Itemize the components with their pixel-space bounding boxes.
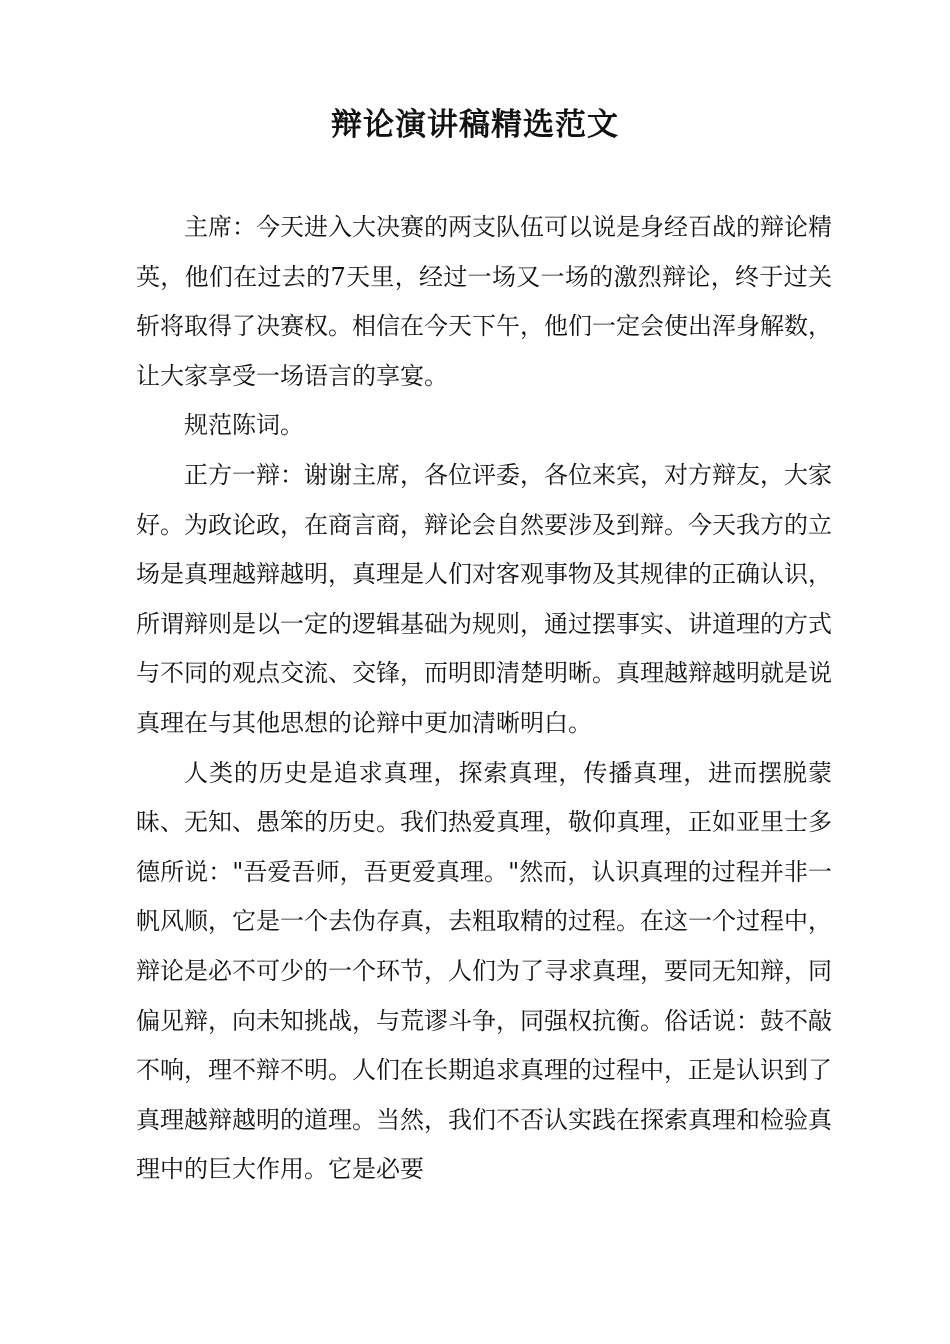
- paragraph-chair-intro: 主席：今天进入大决赛的两支队伍可以说是身经百战的辩论精英，他们在过去的7天里，经过一场又一场的激烈辩论，终于过关斩将取得了决赛权。相信在今天下午，他们一定会使出浑身解数，让大家享受一场语言的享宴。: [136, 213, 832, 390]
- paragraph-opening-statement-heading: 规范陈词。: [184, 411, 304, 440]
- paragraph-affirmative-first-speaker: 正方一辩：谢谢主席，各位评委，各位来宾，对方辩友，大家好。为政论政，在商言商，辩论会自然要涉及到辩。今天我方的立场是真理越辩越明，真理是人们对客观事物及其规律的正确认识，所谓辩则是以一定的逻辑基础为规则，通过摆事实、讲道理的方式与不同的观点交流、交锋，而明即清楚明晰。真理越辩越明就是说真理在与其他思想的论辩中更加清晰明白。: [136, 460, 832, 737]
- paragraph-history-of-truth: 人类的历史是追求真理，探索真理，传播真理，进而摆脱蒙昧、无知、愚笨的历史。我们热爱真理，敬仰真理，正如亚里士多德所说："吾爱吾师，吾更爱真理。"然而，认识真理的过程并非一帆风顺，它是一个去伪存真，去粗取精的过程。在这一个过程中，辩论是必不可少的一个环节，人们为了寻求真理，要同无知辩，同偏见辩，向未知挑战，与荒谬斗争，同强权抗衡。俗话说：鼓不敲不响，理不辩不明。人们在长期追求真理的过程中，正是认识到了真理越辩越明的道理。当然，我们不否认实践在探索真理和检验真理中的巨大作用。它是必要: [136, 758, 832, 1184]
- document-title: 辩论演讲稿精选范文: [331, 107, 619, 143]
- document-body: [136, 203, 832, 1195]
